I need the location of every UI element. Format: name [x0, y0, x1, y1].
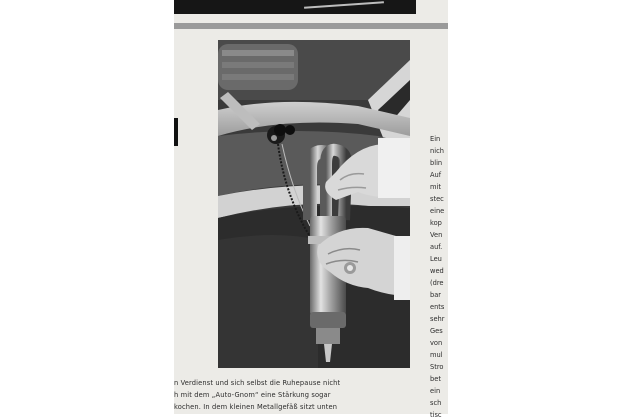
article-photo	[218, 40, 410, 368]
column-text-line: kop	[430, 218, 442, 227]
column-text-line: Ein	[430, 134, 441, 143]
top-photo-strip	[174, 0, 416, 14]
header-rule	[174, 23, 448, 29]
column-text-line: eine	[430, 206, 445, 215]
column-text-line: bar	[430, 290, 442, 299]
column-text-line: wed	[430, 266, 444, 275]
column-text-line: von	[430, 338, 443, 347]
column-text-line: Ges	[430, 326, 443, 335]
column-text-line: Stro	[430, 362, 444, 371]
column-text-line: stec	[430, 194, 444, 203]
column-text-line: nich	[430, 146, 444, 155]
column-text-line: tisc	[430, 410, 442, 419]
photo-illustration	[218, 40, 410, 368]
column-text-line: auf.	[430, 242, 443, 251]
caption-line: h mit dem „Auto-Gnom“ eine Stärkung sogar	[174, 390, 331, 399]
column-text-line: Ven	[430, 230, 443, 239]
column-text-line: Auf	[430, 170, 442, 179]
column-text-line: ents	[430, 302, 445, 311]
column-text-line: mit	[430, 182, 441, 191]
caption-line: kochen. In dem kleinen Metallgefäß sitzt unten	[174, 402, 338, 411]
column-text-line: Leu	[430, 254, 442, 263]
column-text-line: sch	[430, 398, 442, 407]
column-text-line: bet	[430, 374, 441, 383]
column-text-line: ein	[430, 386, 441, 395]
column-text-line: mul	[430, 350, 443, 359]
magazine-page-scan	[174, 0, 448, 419]
column-text-line: (dre	[430, 278, 444, 287]
column-text-line: blin	[430, 158, 443, 167]
cropped-heading-glyph	[174, 118, 178, 146]
caption-line: n Verdienst und sich selbst die Ruhepause nicht	[174, 378, 341, 387]
top-photo-highlight	[304, 1, 384, 9]
column-text-line: sehr	[430, 314, 445, 323]
